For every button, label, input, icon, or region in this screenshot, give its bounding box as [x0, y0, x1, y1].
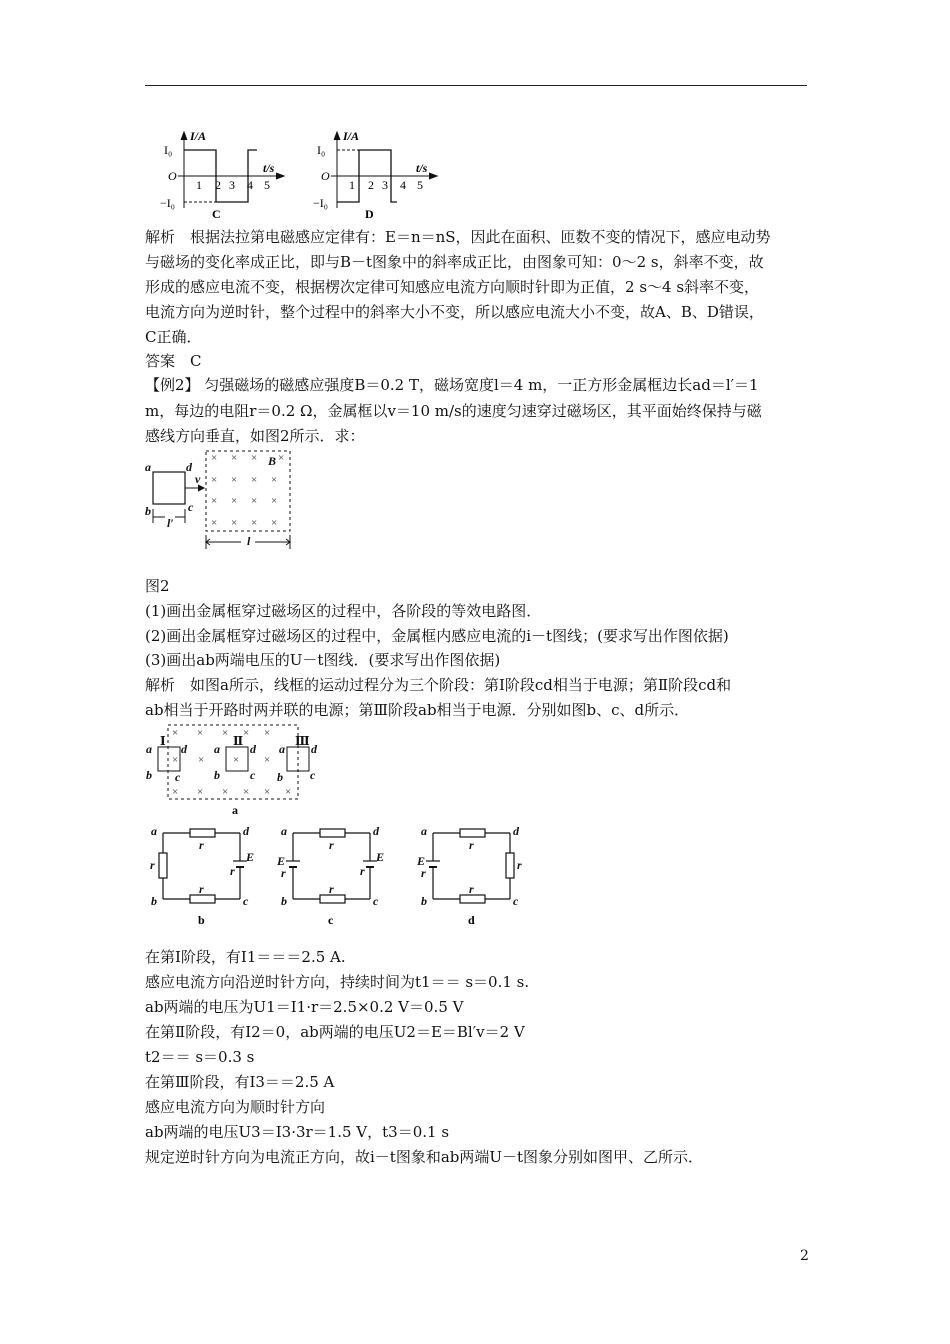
i0-label: I₀	[317, 143, 326, 157]
answer: 答案 C	[145, 352, 202, 370]
analysis1-line-1: 解析 根据法拉第电磁感应定律有：E＝n＝nS，因此在面积、匝数不变的情况下，感应电动势	[145, 228, 771, 246]
y-axis-label: I/A	[190, 129, 207, 143]
label-r: r	[230, 864, 235, 878]
cross-mark: ×	[264, 754, 271, 766]
label-d: d	[373, 824, 379, 838]
label-a: a	[214, 742, 220, 756]
x-axis-label: t/s	[416, 161, 428, 175]
label-a: a	[146, 742, 152, 756]
label-b: b	[277, 770, 283, 784]
label-r: r	[421, 866, 426, 880]
figure-2-caption: 图2	[145, 577, 170, 595]
question-3: (3)画出ab两端电压的U－t图线．(要求写出作图依据)	[145, 651, 501, 669]
tick-4: 4	[400, 178, 406, 192]
label-r: r	[199, 882, 204, 896]
cross-mark: ×	[251, 474, 258, 486]
origin-label: O	[321, 169, 330, 183]
tick-1: 1	[349, 178, 355, 192]
cross-mark: ×	[278, 452, 285, 464]
label-c: c	[310, 768, 316, 782]
cross-mark: ×	[251, 495, 258, 507]
solution-line-9: 规定逆时针方向为电流正方向，故i－t图象和ab两端U－t图象分别如图甲、乙所示．	[145, 1148, 704, 1166]
y-axis-label: I/A	[343, 129, 360, 143]
stage-3-label: Ⅲ	[295, 734, 310, 748]
cross-mark: ×	[264, 786, 271, 798]
cross-mark: ×	[172, 754, 179, 766]
analysis2-line-1: 解析 如图a所示，线框的运动过程分为三个阶段：第Ⅰ阶段cd相当于电源；第Ⅱ阶段cd和	[145, 676, 732, 694]
cross-mark: ×	[251, 452, 258, 464]
label-r: r	[517, 858, 522, 872]
stage-2-label: Ⅱ	[233, 734, 244, 748]
graph-caption: D	[365, 207, 374, 221]
label-b: b	[145, 504, 151, 518]
page-number: 2	[800, 1248, 809, 1264]
example2-line-2: m，每边的电阻r＝0.2 Ω，金属框以v＝10 m/s的速度匀速穿过磁场区，其平面始终保持与磁	[145, 402, 762, 420]
label-c: c	[175, 770, 181, 784]
tick-2: 2	[368, 178, 374, 192]
cross-mark: ×	[198, 754, 205, 766]
cross-mark: ×	[222, 727, 229, 739]
label-a: a	[151, 824, 157, 838]
label-r: r	[329, 838, 334, 852]
example2-line-1: 【例2】 匀强磁场的磁感应强度B＝0.2 T，磁场宽度l＝4 m，一正方形金属框边长ad＝l′＝1	[145, 376, 759, 394]
label-r: r	[469, 838, 474, 852]
tick-5: 5	[264, 178, 270, 192]
cross-mark: ×	[211, 452, 218, 464]
label-c: c	[243, 894, 249, 908]
label-a: a	[145, 460, 151, 474]
label-l-prime: l′	[167, 516, 174, 530]
label-r: r	[469, 882, 474, 896]
label-b: b	[151, 894, 157, 908]
cross-mark: ×	[231, 517, 238, 529]
cross-mark: ×	[251, 517, 258, 529]
question-2: (2)画出金属框穿过磁场区的过程中，金属框内感应电流的i－t图线；(要求写出作图依据)	[145, 627, 729, 645]
label-E: E	[417, 854, 426, 868]
label-c: c	[250, 768, 256, 782]
label-d: d	[311, 742, 317, 756]
label-r: r	[360, 864, 365, 878]
graph-caption: C	[212, 207, 221, 221]
analysis1-line-2: 与磁场的变化率成正比，即与B－t图象中的斜率成正比，由图象可知：0～2 s，斜率不变，故	[145, 253, 764, 271]
circuit-caption: d	[468, 913, 475, 927]
i0-label: I₀	[164, 143, 173, 157]
cross-mark: ×	[222, 786, 229, 798]
analysis1-line-5: C正确．	[145, 328, 202, 346]
circuit-caption: c	[328, 913, 334, 927]
solution-line-7: 感应电流方向为顺时针方向	[145, 1098, 326, 1116]
label-v: v	[195, 472, 201, 486]
figure-a	[143, 723, 318, 815]
figure-a-caption: a	[232, 803, 238, 815]
label-d: d	[250, 742, 256, 756]
label-r: r	[150, 858, 155, 872]
label-d: d	[186, 460, 192, 474]
cross-mark: ×	[197, 786, 204, 798]
label-b: b	[214, 768, 220, 782]
circuit-d	[415, 823, 535, 931]
solution-line-2: 感应电流方向沿逆时针方向，持续时间为t1＝＝ s＝0.1 s.	[145, 973, 530, 991]
cross-mark: ×	[211, 495, 218, 507]
cross-mark: ×	[231, 452, 238, 464]
example2-line-3: 感线方向垂直，如图2所示．求：	[145, 427, 365, 445]
cross-mark: ×	[271, 517, 278, 529]
cross-mark: ×	[264, 727, 271, 739]
cross-mark: ×	[243, 786, 250, 798]
label-r: r	[281, 866, 286, 880]
cross-mark: ×	[243, 727, 250, 739]
label-d: d	[181, 742, 187, 756]
tick-3: 3	[229, 178, 235, 192]
label-a: a	[281, 824, 287, 838]
label-E: E	[246, 850, 255, 864]
label-E: E	[277, 854, 286, 868]
figure-2	[143, 447, 303, 555]
tick-2: 2	[215, 178, 221, 192]
analysis1-line-3: 形成的感应电流不变，根据楞次定律可知感应电流方向顺时针即为正值，2 s～4 s斜率不变，	[145, 278, 760, 296]
label-a: a	[279, 742, 285, 756]
circuit-caption: b	[198, 913, 205, 927]
cross-mark: ×	[211, 517, 218, 529]
neg-i0-label: −I₀	[160, 196, 175, 210]
cross-mark: ×	[231, 474, 238, 486]
label-l: l	[247, 534, 251, 548]
label-E: E	[376, 850, 385, 864]
label-r: r	[329, 882, 334, 896]
cross-mark: ×	[211, 474, 218, 486]
cross-mark: ×	[172, 786, 179, 798]
label-B: B	[268, 454, 277, 468]
label-c: c	[373, 894, 379, 908]
cross-mark: ×	[231, 495, 238, 507]
label-b: b	[146, 768, 152, 782]
cross-mark: ×	[233, 754, 240, 766]
x-axis-label: t/s	[263, 161, 275, 175]
label-a: a	[421, 824, 427, 838]
neg-i0-label: −I₀	[313, 196, 328, 210]
header-rule	[145, 85, 807, 86]
solution-line-5: t2＝＝ s＝0.3 s	[145, 1048, 255, 1066]
tick-1: 1	[196, 178, 202, 192]
cross-mark: ×	[172, 727, 179, 739]
question-1: (1)画出金属框穿过磁场区的过程中，各阶段的等效电路图．	[145, 602, 542, 620]
label-c: c	[513, 894, 519, 908]
solution-line-6: 在第Ⅲ阶段，有I3＝＝2.5 A	[145, 1073, 335, 1091]
label-r: r	[199, 838, 204, 852]
stage-1-label: Ⅰ	[160, 734, 166, 748]
tick-5: 5	[417, 178, 423, 192]
origin-label: O	[168, 169, 177, 183]
tick-4: 4	[247, 178, 253, 192]
solution-line-4: 在第Ⅱ阶段，有I2＝0，ab两端的电压U2＝E＝Bl′v＝2 V	[145, 1023, 525, 1041]
circuit-c	[275, 823, 395, 931]
solution-line-1: 在第Ⅰ阶段，有I1＝＝＝2.5 A.	[145, 948, 346, 966]
label-d: d	[513, 824, 519, 838]
cross-mark: ×	[197, 727, 204, 739]
label-b: b	[421, 894, 427, 908]
solution-line-3: ab两端的电压为U1＝I1·r＝2.5×0.2 V＝0.5 V	[145, 998, 464, 1016]
cross-mark: ×	[271, 495, 278, 507]
cross-mark: ×	[271, 474, 278, 486]
analysis2-line-2: ab相当于开路时两并联的电源；第Ⅲ阶段ab相当于电源．分别如图b、c、d所示．	[145, 701, 690, 719]
graph-c	[160, 128, 305, 222]
label-c: c	[188, 500, 194, 514]
solution-line-8: ab两端的电压U3＝I3·3r＝1.5 V，t3＝0.1 s	[145, 1123, 450, 1141]
analysis1-line-4: 电流方向为逆时针，整个过程中的斜率大小不变，所以感应电流大小不变，故A、B、D错误，	[145, 303, 764, 321]
cross-mark: ×	[285, 786, 292, 798]
circuit-b	[145, 823, 265, 931]
label-b: b	[281, 894, 287, 908]
graph-d	[313, 128, 458, 222]
label-d: d	[243, 824, 249, 838]
tick-3: 3	[382, 178, 388, 192]
